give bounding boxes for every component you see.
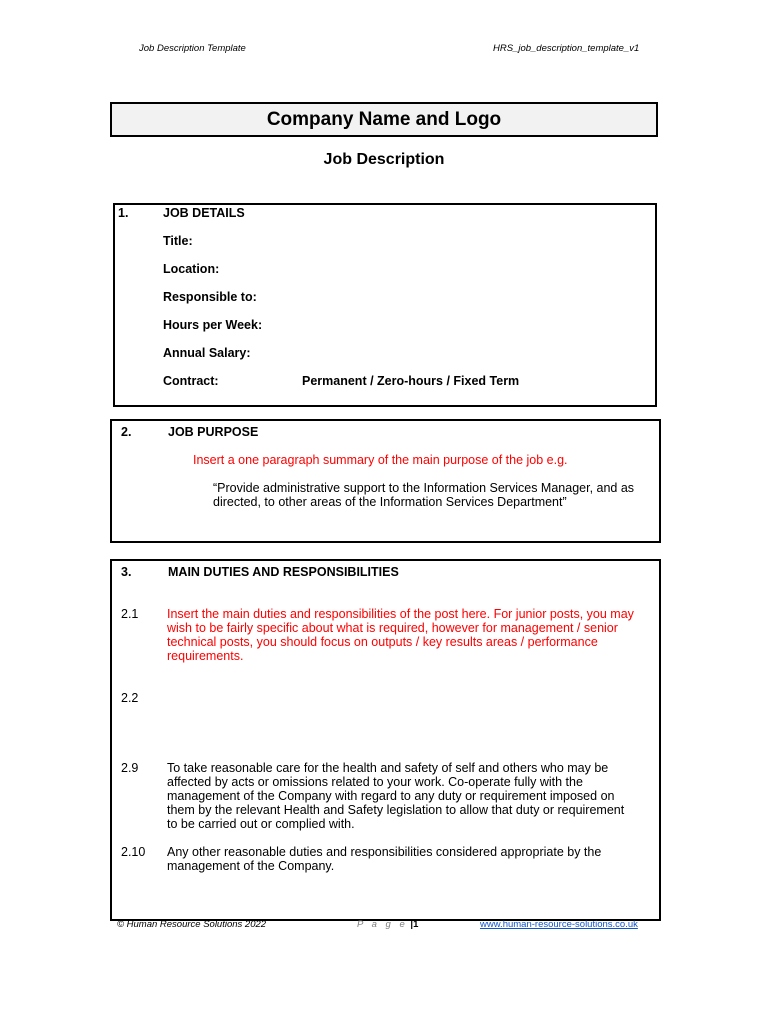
section3-heading: MAIN DUTIES AND RESPONSIBILITIES [168,565,399,579]
duty-number: 2.2 [121,691,139,705]
company-name: Company Name and Logo [266,108,502,130]
duty-line: them by the relevant Health and Safety legislation to allow that duty or requirement [167,803,625,817]
document-title: Job Description [323,151,445,168]
duty-line: affected by acts or omissions related to your work. Co-operate fully with the [167,775,583,789]
footer-copyright: © Human Resource Solutions 2022 [117,919,267,930]
duty-line: to be carried out or complied with. [167,817,355,831]
duty-line: technical posts, you should focus on outputs / key results areas / performance [167,635,598,649]
duty-line: Any other reasonable duties and responsibilities considered appropriate by the [167,845,602,859]
field-location: Location: [163,262,220,276]
duty-line: To take reasonable care for the health and safety of self and others who may be [167,761,609,775]
header-right-text: HRS_job_description_template_v1 [493,43,640,54]
footer-website-link[interactable]: www.human-resource-solutions.co.uk [480,919,638,930]
section2-heading: JOB PURPOSE [168,425,259,439]
page-num: 1 [413,919,419,930]
page-label: P a g e [357,919,408,930]
field-title: Title: [163,234,193,248]
header-left-text: Job Description Template [139,43,246,54]
footer-page-number [357,919,418,930]
section1-heading: JOB DETAILS [163,206,245,220]
duty-line: management of the Company with regard to any duty or requirement imposed on [167,789,615,803]
field-contract-value: Permanent / Zero-hours / Fixed Term [302,374,520,388]
section1-number: 1. [118,206,129,220]
duty-line: requirements. [167,649,244,663]
duty-number: 2.9 [121,761,139,775]
company-name-box [110,102,658,137]
section2-number: 2. [121,425,132,439]
field-hours: Hours per Week: [163,318,263,332]
purpose-example-line1: “Provide administrative support to the Information Services Manager, and as [213,481,635,495]
purpose-instruction: Insert a one paragraph summary of the main purpose of the job e.g. [193,453,568,467]
duty-number: 2.10 [121,845,146,859]
field-contract: Contract: [163,374,219,388]
section3-number: 3. [121,565,132,579]
field-responsible: Responsible to: [163,290,257,304]
duty-line: Insert the main duties and responsibilities of the post here. For junior posts, you may [167,607,634,621]
field-salary: Annual Salary: [163,346,251,360]
duty-number: 2.1 [121,607,139,621]
duty-line: wish to be fairly specific about what is required, however for management / senior [167,621,618,635]
duty-line: management of the Company. [167,859,335,873]
purpose-example-line2: directed, to other areas of the Information Services Department” [213,495,567,509]
page-separator: | [410,919,414,930]
